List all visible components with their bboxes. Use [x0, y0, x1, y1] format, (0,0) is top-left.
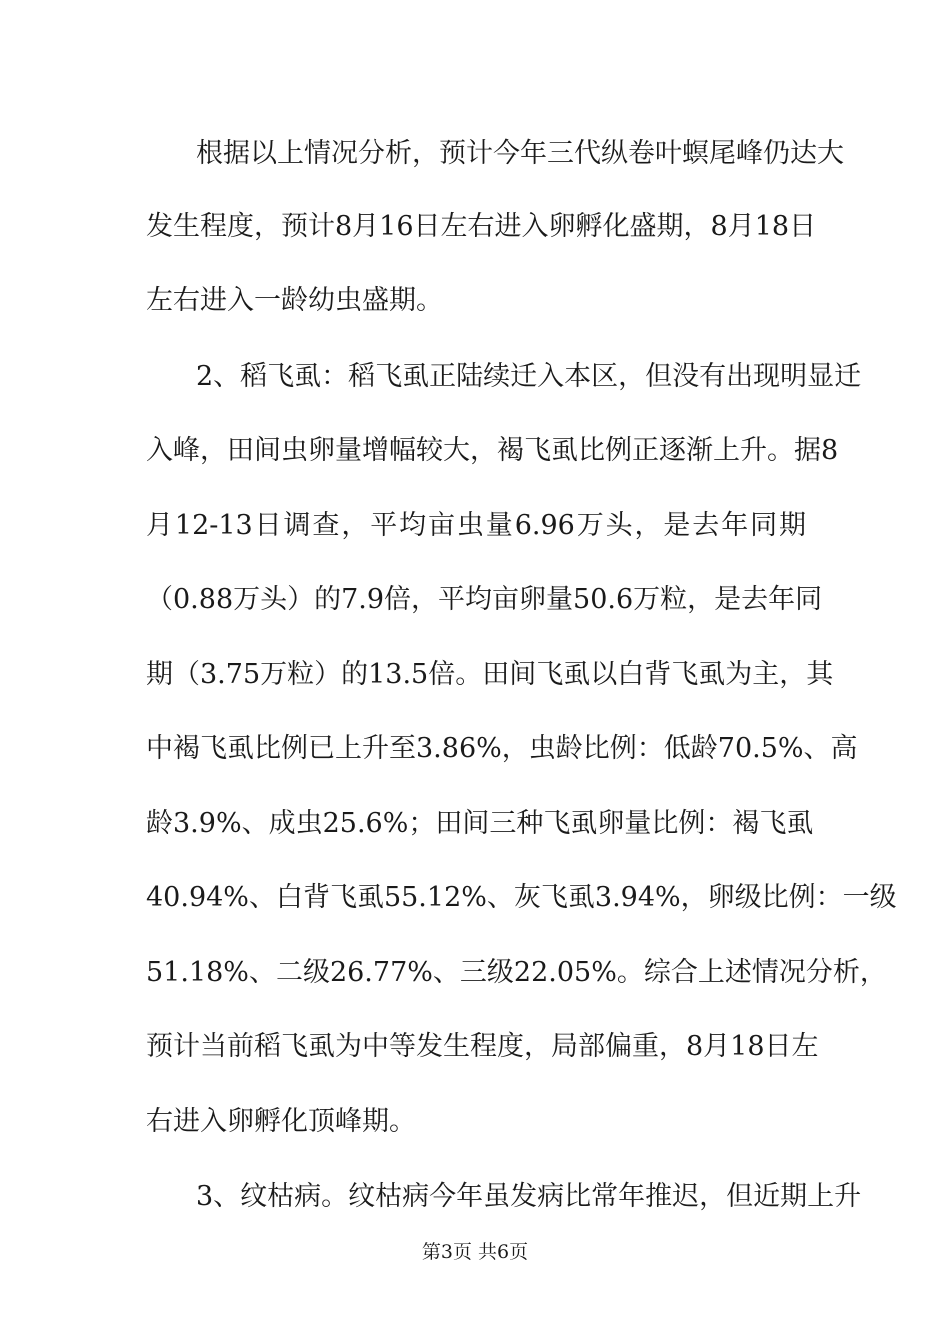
paragraph-2-line-11: 右进入卵孵化顶峰期。 [146, 1106, 416, 1137]
paragraph-1-line-1: 根据以上情况分析，预计今年三代纵卷叶螟尾峰仍达大 [196, 138, 844, 169]
page-footer: 第3页 共6页 [421, 1241, 529, 1263]
paragraph-2-line-6: 中褐飞虱比例已上升至3.86%，虫龄比例：低龄70.5%、高 [146, 733, 858, 764]
paragraph-2-line-9: 51.18%、二级26.77%、三级22.05%。综合上述情况分析， [146, 957, 887, 988]
paragraph-2-line-1: 2、稻飞虱：稻飞虱正陆续迁入本区，但没有出现明显迁 [196, 361, 862, 392]
paragraph-2-line-10: 预计当前稻飞虱为中等发生程度，局部偏重，8月18日左 [146, 1031, 819, 1062]
paragraph-2-line-7: 龄3.9%、成虫25.6%；田间三种飞虱卵量比例：褐飞虱 [146, 808, 814, 839]
paragraph-3-line-1: 3、纹枯病。纹枯病今年虽发病比常年推迟，但近期上升 [196, 1181, 862, 1212]
paragraph-2-line-8: 40.94%、白背飞虱55.12%、灰飞虱3.94%，卵级比例：一级 [146, 882, 897, 913]
paragraph-1-line-3: 左右进入一龄幼虫盛期。 [146, 285, 443, 316]
paragraph-2-line-4: （0.88万头）的7.9倍，平均亩卵量50.6万粒，是去年同 [146, 584, 823, 615]
paragraph-2-line-2: 入峰，田间虫卵量增幅较大，褐飞虱比例正逐渐上升。据8 [146, 435, 839, 466]
paragraph-2-line-3: 月12-13日调查，平均亩虫量6.96万头，是去年同期 [146, 510, 806, 541]
paragraph-1-line-2: 发生程度，预计8月16日左右进入卵孵化盛期，8月18日 [146, 211, 817, 242]
paragraph-2-line-5: 期（3.75万粒）的13.5倍。田间飞虱以白背飞虱为主，其 [146, 659, 834, 690]
